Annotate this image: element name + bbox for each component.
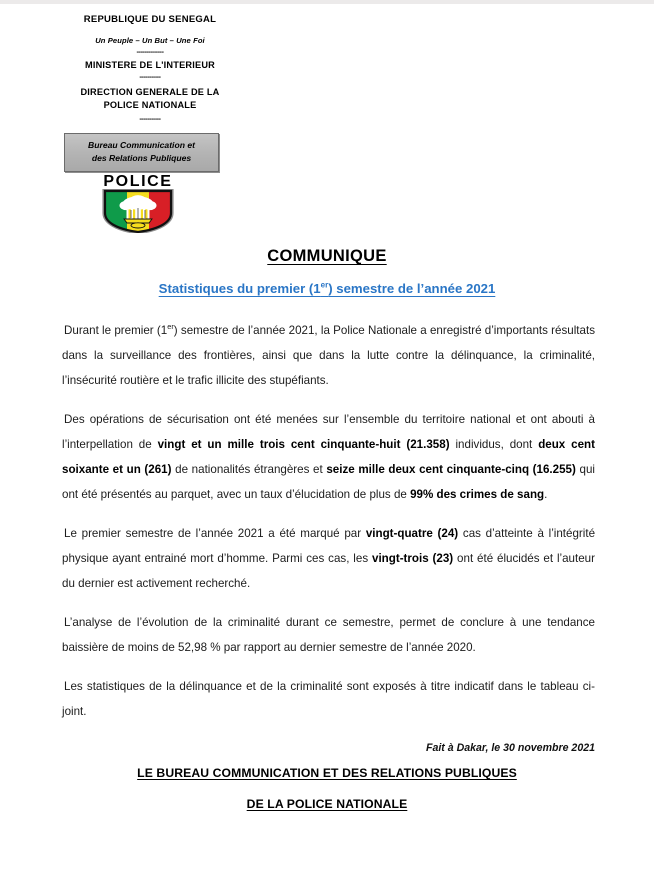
paragraph-1 (62, 318, 595, 393)
p2-text-1: Des opérations de sécurisation ont été menées sur l’ensemble du territoire national et ont abouti à l’interpellation de (62, 413, 595, 451)
paragraph-2 (62, 407, 595, 507)
p2-text-3: de nationalités étrangères et (171, 463, 327, 476)
direction-line-1: DIRECTION GENERALE DE LA (80, 87, 220, 97)
top-band (0, 0, 654, 4)
p2-text-2: individus, dont (449, 438, 539, 451)
signature-block (0, 766, 654, 811)
subtitle-part-1: Statistiques du premier (1 (158, 281, 321, 296)
senegal-police-shield-icon (102, 189, 174, 233)
subtitle-superscript: er (320, 280, 329, 290)
p3-text-3: ont été élucidés et l’auteur du dernier est activement recherché. (62, 552, 595, 590)
communique-title: COMMUNIQUE (267, 247, 387, 265)
p3-figure-solved: vingt-trois (23) (372, 552, 454, 565)
separator-rule-2: ----------- (139, 74, 161, 81)
p3-text-2: cas d’atteinte à l’intégrité physique ayant entrainé mort d’homme. Parmi ces cas, les (62, 527, 596, 565)
ministry-title: MINISTERE DE L'INTERIEUR (84, 60, 215, 70)
p2-figure-arrests: vingt et un mille trois cent cinquante-huit (21.358) (157, 438, 450, 451)
separator-rule-1: -------------- (136, 49, 164, 56)
bureau-communication-box (64, 133, 219, 172)
republic-title: REPUBLIQUE DU SENEGAL (83, 14, 217, 25)
p3-figure-cases: vingt-quatre (24) (365, 527, 459, 540)
p2-text-5: . (544, 488, 548, 501)
police-logo (92, 174, 184, 233)
direction-line-2: POLICE NATIONALE (103, 100, 197, 110)
subtitle-part-2: ) semestre de l’année 2021 (328, 281, 496, 296)
letterhead (62, 14, 238, 123)
shield-holder (92, 189, 184, 233)
paragraph-4: L’analyse de l’évolution de la criminalité durant ce semestre, permet de conclure à une tendance baissière de moins de 52,98 % par rapport au dernier semestre de l’année 2020. (62, 616, 595, 654)
bureau-box-line-1: Bureau Communication et (88, 140, 195, 150)
p2-figure-presented: seize mille deux cent cinquante-cinq (16.255) (326, 463, 576, 476)
signature-line-1: LE BUREAU COMMUNICATION ET DES RELATIONS PUBLIQUES (137, 766, 517, 780)
p1-superscript: er (167, 322, 174, 332)
bureau-box-line-2: des Relations Publiques (91, 153, 192, 163)
signature-line-2: DE LA POLICE NATIONALE (246, 797, 408, 811)
p2-text-4: qui ont été présentés au parquet, avec un taux d’élucidation de plus de (62, 463, 595, 501)
p1-text-1: Durant le premier (1 (64, 324, 168, 337)
p1-text-2: ) semestre de l’année 2021, la Police Nationale a enregistré d’importants résultats dans la surveillance des frontières, ainsi que dans la lutte contre la délinquance, la criminalité, l’insécurité routière et le trafic illicite des stupéfiants. (62, 324, 595, 387)
p2-figure-foreigners: deux cent soixante et un (261) (62, 438, 595, 476)
place-and-date: Fait à Dakar, le 30 novembre 2021 (425, 742, 595, 754)
paragraph-3 (62, 521, 595, 596)
direction-title (62, 86, 238, 112)
paragraph-5: Les statistiques de la délinquance et de la criminalité sont exposés à titre indicatif dans le tableau ci-joint. (62, 680, 595, 718)
document-subtitle (0, 281, 654, 296)
separator-rule-3: ----------- (139, 116, 161, 123)
national-motto: Un Peuple – Un But – Une Foi (95, 36, 205, 45)
police-wordmark: POLICE (103, 173, 173, 190)
p2-figure-clearance-rate: 99% des crimes de sang (410, 488, 545, 501)
document-body (62, 318, 595, 738)
p3-text-1: Le premier semestre de l’année 2021 a été marqué par (64, 527, 366, 540)
